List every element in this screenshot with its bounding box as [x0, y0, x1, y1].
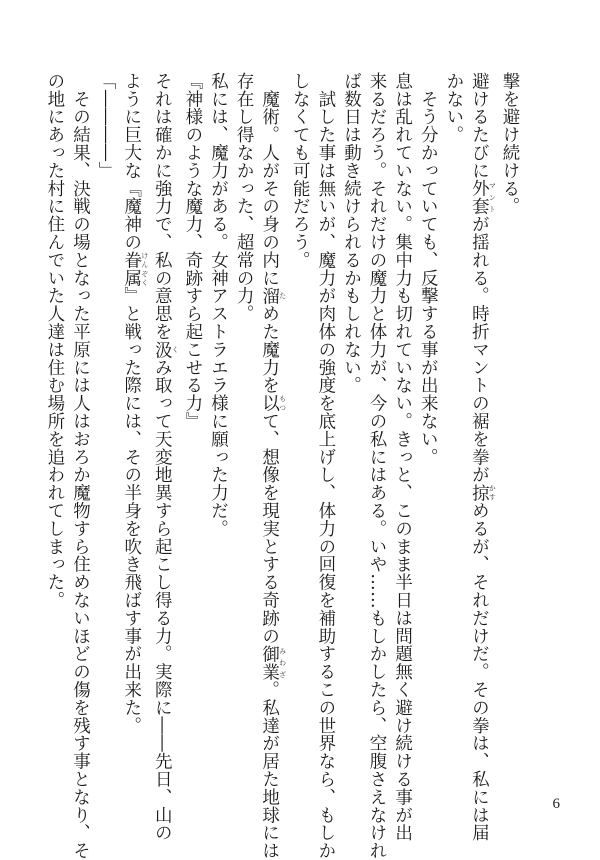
ruby-word: 掠 かす	[469, 483, 497, 502]
text-line: 来るだろう。それだけの魔力と体力が、今の私にはある。いや……もしかしたら、空腹さえなけれ	[367, 72, 388, 860]
text-line: 私には、魔力がある。女神アストラエラ様に願った力だ。	[208, 72, 229, 538]
text-line: そう分かっていても、反撃する事が出来ない。	[418, 89, 439, 466]
text-line: 撃を避け続ける。	[500, 72, 520, 216]
ruby-word: 御業 みわざ	[259, 644, 287, 681]
text-line: 「――――」	[96, 72, 117, 180]
ruby-word: 外套 マント	[469, 179, 497, 216]
text-line: 息は乱れていない。集中力も切れていない。きっと、このまま半日は問題無く避け続ける事が出	[392, 72, 413, 842]
text-line: その結果、決戦の場となった平原には人はおろか魔物すら住めないほどの傷を残す事となり、そ	[70, 89, 91, 860]
ruby-word: 眷属 けんぞく	[121, 251, 149, 287]
text-line: 避けるたびに外套 マントが揺れる。時折マントの裾を拳が掠 かすめるが、それだけだ。その拳は、私には届	[469, 72, 497, 842]
vertical-text-body	[41, 72, 522, 860]
page-number: 6	[552, 796, 560, 812]
text-line: 存在し得なかった、超常の力。	[234, 72, 255, 323]
text-line: 試した事は無いが、魔力が肉体の強度を底上げし、体力の回復を補助するこの世界なら、もしか	[315, 89, 336, 860]
text-line: それは確かに強力で、私の意思を汲 くみ取って天変地異すら起こし得る力。実際に――先日、山の	[152, 72, 180, 842]
text-line: 魔術。人がその身の内に溜 ためた魔力を以 もつて、想像を現実とする奇跡の御業 みわざ。私達が居た地球には	[259, 72, 287, 860]
text-line: ば数日は動き続けられるかもしれない。	[341, 72, 362, 395]
text-line: しなくても可能だろう。	[290, 72, 311, 269]
text-line: かない。	[443, 72, 464, 144]
text-line: 『神様のような魔力、奇跡すら起こせる力』	[182, 72, 203, 430]
text-line: ように巨大な『魔神の眷属 けんぞく』と戦った際には、その半身を吹き飛ばす事が出来た。	[121, 72, 149, 735]
ruby-word: 溜 た	[259, 286, 287, 305]
text-line: の地にあった村に住んでいた人達は住む場所を追われてしまった。	[44, 72, 65, 609]
ruby-word: 汲 く	[152, 340, 180, 359]
ruby-word: 以 もつ	[259, 394, 287, 413]
